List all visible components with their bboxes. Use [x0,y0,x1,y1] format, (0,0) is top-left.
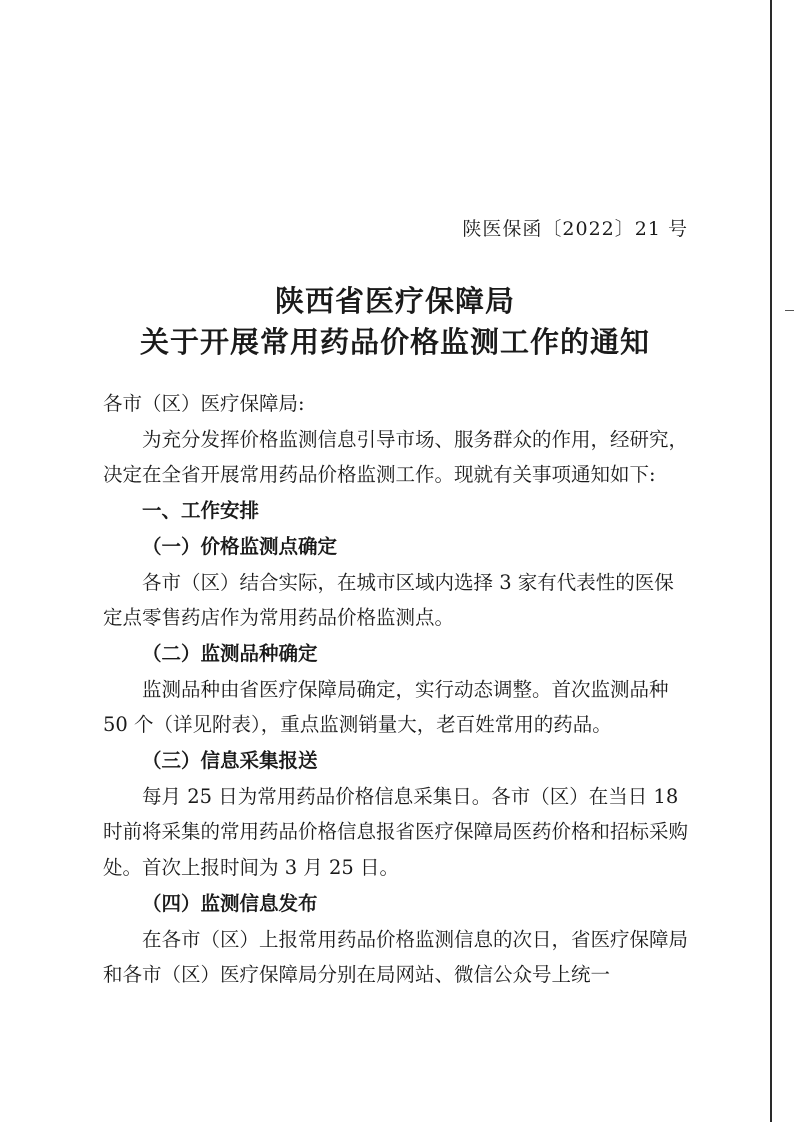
paragraph-monitoring-varieties: 监测品种由省医疗保障局确定，实行动态调整。首次监测品种 50 个（详见附表），重点监测销量大，老百姓常用的药品。 [103,677,669,737]
paragraph-information-reporting: 每月 25 日为常用药品价格信息采集日。各市（区）在当日 18 时前将采集的常用药品价格信息报省医疗保障局医药价格和招标采购处。首次上报时间为 3 月 25 日。 [103,784,689,880]
title-line-2: 关于开展常用药品价格监测工作的通知 [139,325,650,359]
scan-edge-mark [785,310,794,311]
subheading-information-reporting: （三）信息采集报送 [142,749,318,773]
title-line-1: 陕西省医疗保障局 [274,284,515,318]
scan-edge-line [770,0,772,1122]
section-heading-work-arrangement: 一、工作安排 [142,499,260,523]
intro-paragraph: 为充分发挥价格监测信息引导市场、服务群众的作用，经研究，决定在全省开展常用药品价格监测工作。现就有关事项通知如下: [103,427,689,487]
document-body [103,386,693,993]
salutation: 各市（区）医疗保障局: [103,392,305,415]
document-number: 陕医保函〔2022〕21 号 [462,218,688,240]
paragraph-information-release: 在各市（区）上报常用药品价格监测信息的次日，省医疗保障局和各市（区）医疗保障局分别在局网站、微信公众号上统一 [103,927,689,987]
paragraph-monitoring-points: 各市（区）结合实际，在城市区域内选择 3 家有代表性的医保定点零售药店作为常用药品价格监测点。 [103,570,674,630]
subheading-information-release: （四）监测信息发布 [142,891,318,915]
subheading-monitoring-varieties: （二）监测品种确定 [142,641,318,665]
subheading-monitoring-points: （一）价格监测点确定 [142,534,338,558]
